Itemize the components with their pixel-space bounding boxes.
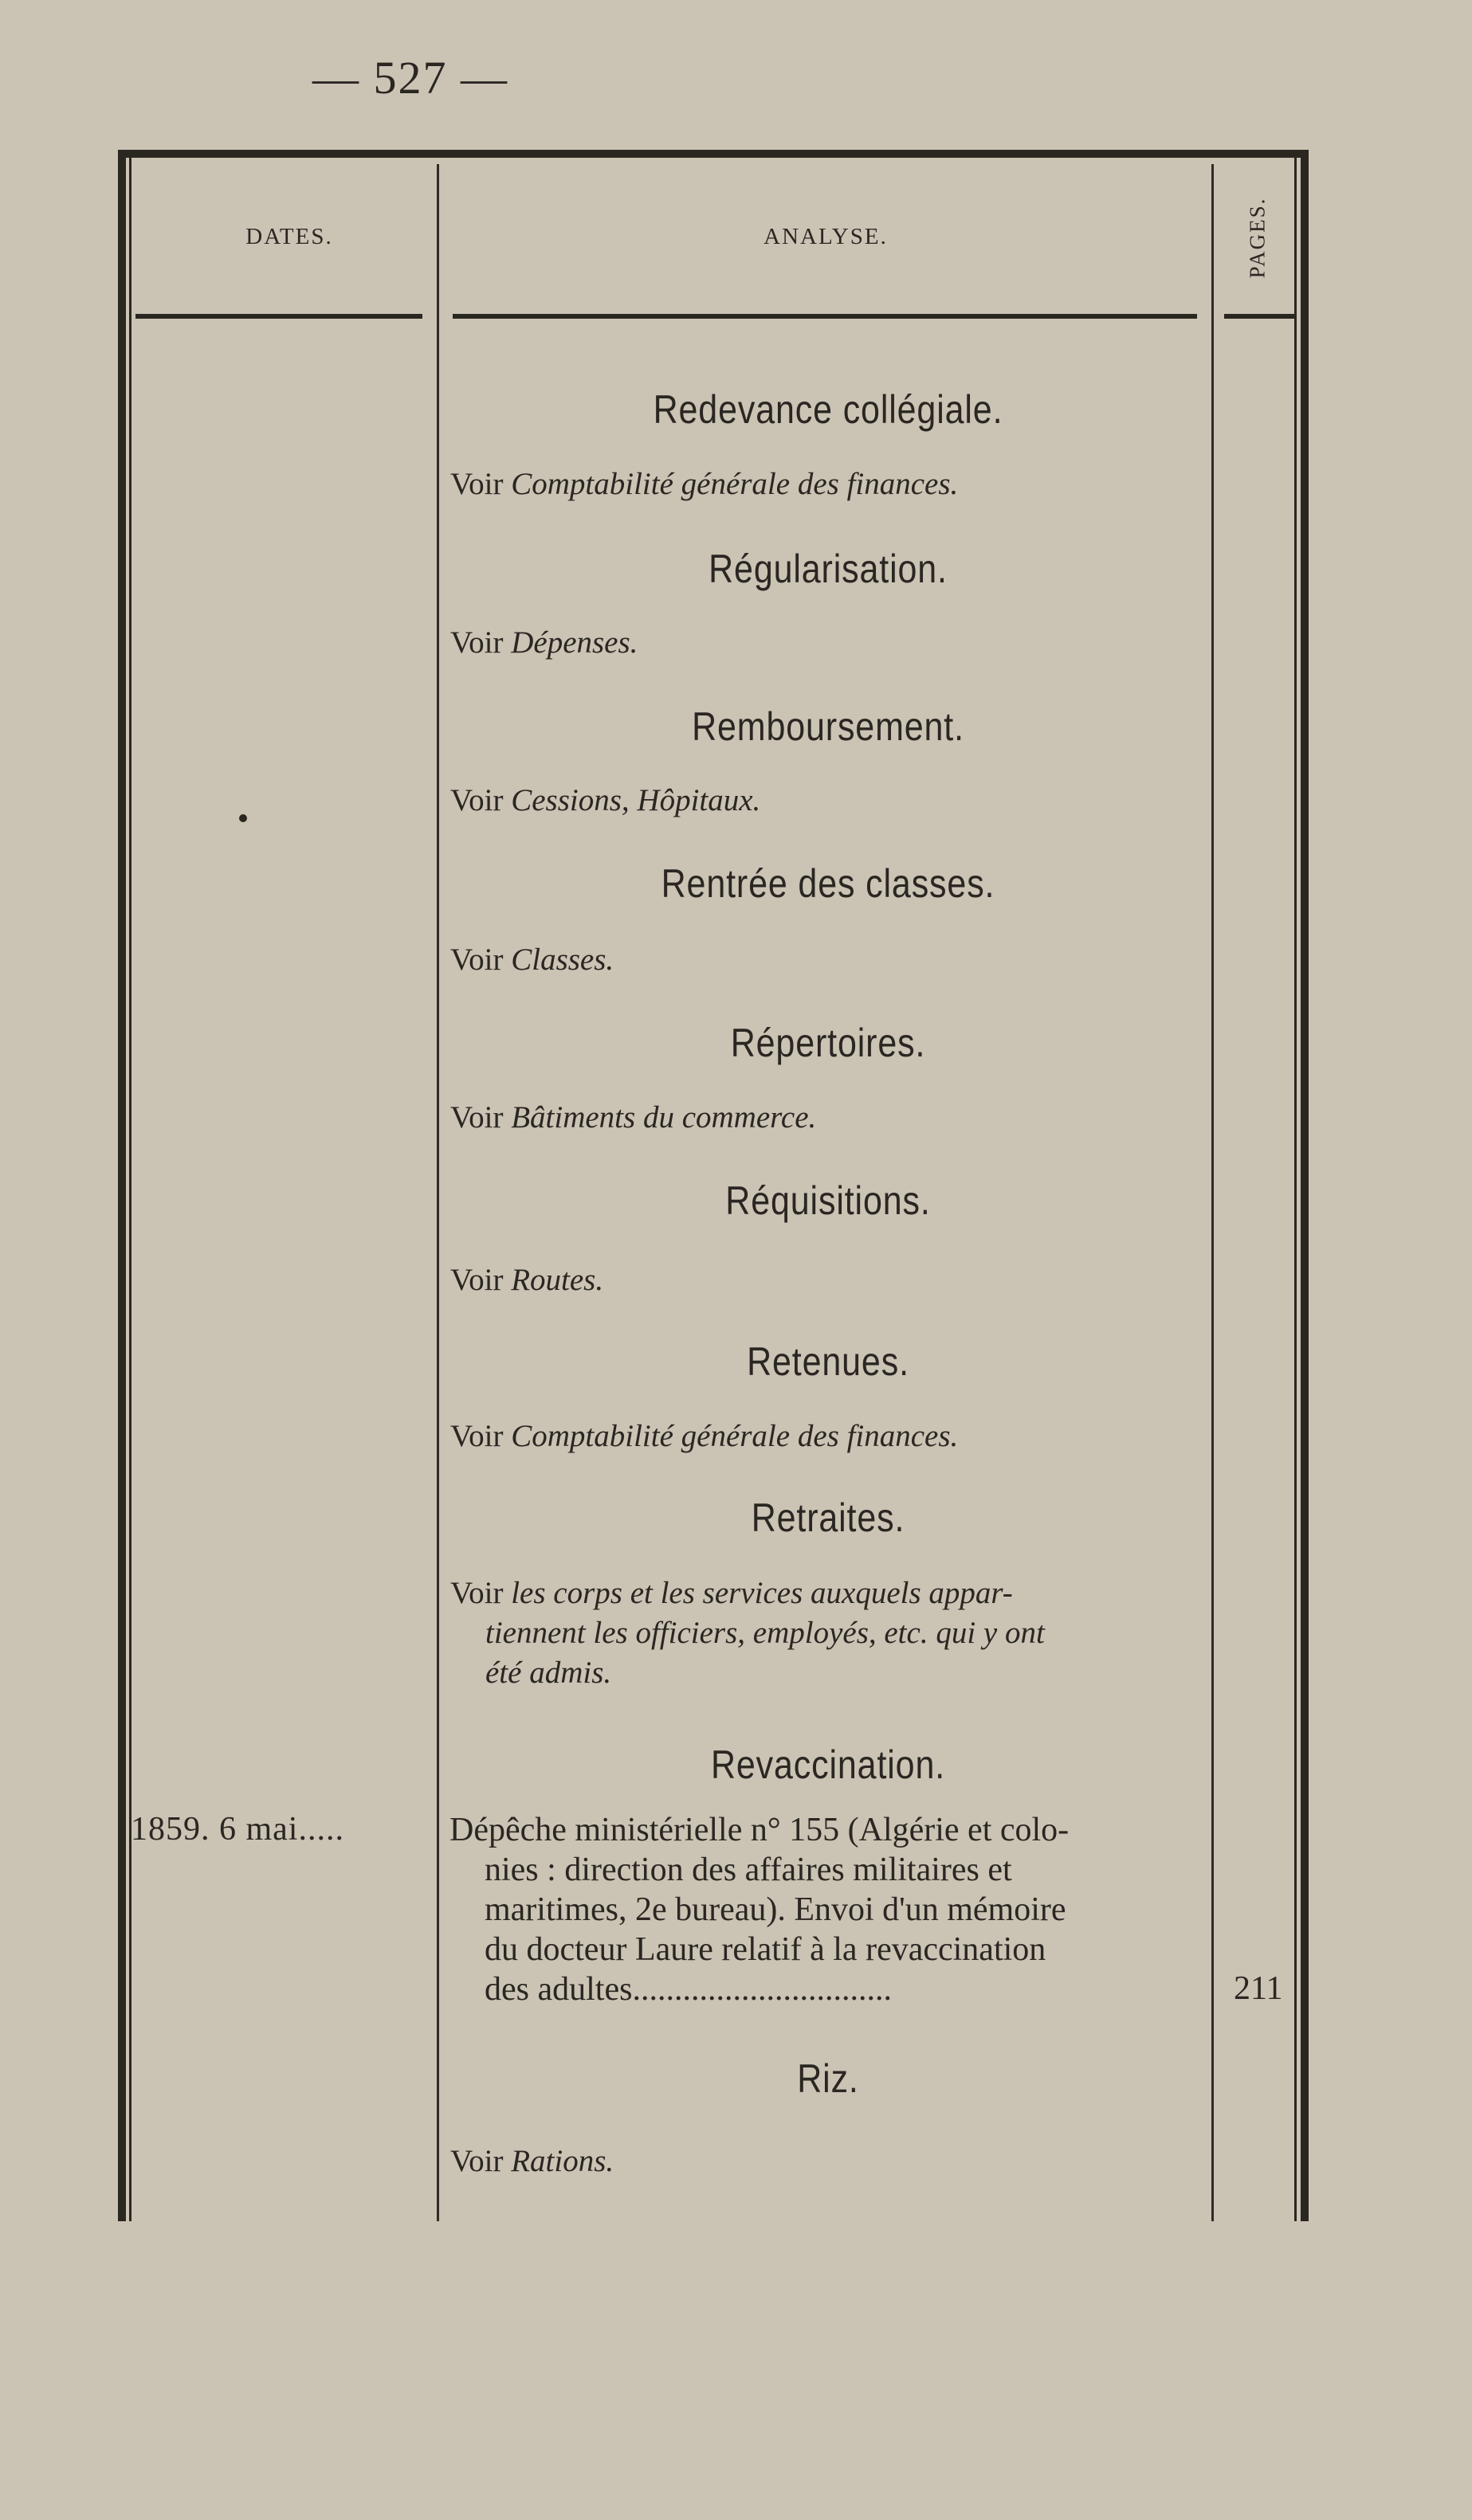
entry-reference: Voir les corps et les services auxquels appar- tiennent les officiers, employés, etc. qui y ont été admis. [450, 1576, 1045, 1690]
entry-title: Remboursement. [692, 704, 964, 749]
page-number: — 527 — [312, 52, 508, 104]
entry-title: Revaccination. [710, 1742, 946, 1787]
header-rule-analyse [453, 314, 1197, 319]
entry-reference: Voir Rations. [450, 2144, 614, 2178]
column-divider-dates [437, 164, 439, 2221]
entry-title: Rentrée des classes. [661, 861, 995, 906]
header-pages-label: PAGES. [1245, 197, 1270, 278]
entry-title: Riz. [797, 2056, 859, 2101]
header-pages [1215, 182, 1301, 293]
entry-title: Retraites. [751, 1495, 905, 1540]
header-dates: DATES. [245, 224, 333, 249]
entry-reference: Voir Cessions, Hôpitaux. [450, 783, 761, 817]
entry-page-number: 211 [1234, 1970, 1283, 2007]
entry-analysis: Dépêche ministérielle n° 155 (Algérie et colo- nies : direction des affaires militaires et maritimes, 2e bureau). Envoi d'un mémoire du docteur Laure relatif à la revaccination des adultes............................... [449, 1812, 1070, 2008]
entry-title: Redevance collégiale. [653, 387, 1003, 432]
entry-reference: Voir Dépenses. [450, 625, 638, 660]
header-rule-pages [1224, 314, 1294, 319]
entry-title: Répertoires. [730, 1021, 926, 1065]
table-left-border-inner [129, 158, 131, 2221]
entry-title: Retenues. [747, 1339, 909, 1384]
header-analyse: ANALYSE. [763, 224, 888, 249]
entry-reference: Voir Classes. [450, 943, 614, 977]
entry-reference: Voir Comptabilité générale des finances. [450, 467, 959, 501]
entry-reference: Voir Bâtiments du commerce. [450, 1100, 817, 1135]
table-left-border [118, 150, 126, 2221]
entry-reference: Voir Routes. [450, 1263, 604, 1297]
entry-title: Régularisation. [709, 547, 948, 591]
entry-date: 1859. 6 mai..... [131, 1811, 344, 1848]
entry-title: Réquisitions. [725, 1178, 931, 1223]
table-top-border [118, 150, 1309, 158]
table-right-border [1301, 150, 1309, 2221]
ink-speck [239, 814, 247, 822]
header-rule-dates [135, 314, 422, 319]
table-right-border-inner [1294, 158, 1297, 2221]
entry-reference: Voir Comptabilité générale des finances. [450, 1419, 959, 1453]
